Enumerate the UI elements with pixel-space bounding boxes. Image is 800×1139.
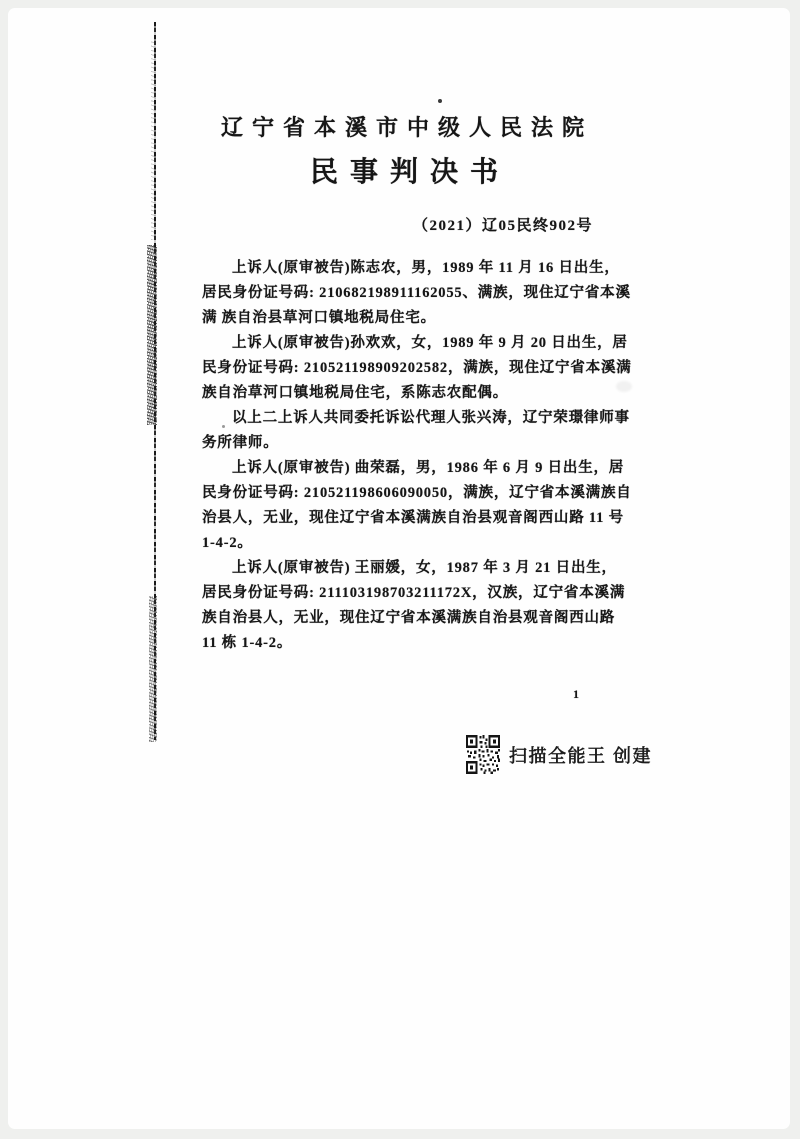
scan-noise-band-middle [147,245,157,425]
scanner-watermark [466,735,652,774]
court-name: 辽宁省本溪市中级人民法院 [220,115,593,140]
judgment-body [202,256,632,656]
body-line: 居民身份证号码: 210682198911162055、满族，现住辽宁省本溪 [202,285,631,301]
body-line: 民身份证号码: 210521198909202582，满族，现住辽宁省本溪满 [202,360,632,376]
body-line: 族自治草河口镇地税局住宅，系陈志农配偶。 [202,385,508,401]
scanner-label: 扫描全能王 创建 [509,745,653,766]
body-line: 治县人，无业，现住辽宁省本溪满族自治县观音阁西山路 11 号 [202,510,624,526]
case-number: （2021）辽05民终902号 [412,218,593,234]
body-line: 族自治县人，无业，现住辽宁省本溪满族自治县观音阁西山路 [202,610,616,626]
body-line: 上诉人(原审被告)孙欢欢，女，1989 年 9 月 20 日出生，居 [232,335,628,351]
document-type-title: 民事判决书 [309,157,510,188]
scan-smudge [616,381,632,392]
scan-noise-band-top [151,40,156,240]
body-line: 上诉人(原审被告) 曲荣磊，男，1986 年 6 月 9 日出生，居 [232,460,625,476]
qr-code-icon [466,735,500,774]
body-line: 居民身份证号码: 211103198703211172X，汉族，辽宁省本溪满 [202,585,626,601]
body-line: 以上二上诉人共同委托诉讼代理人张兴涛，辽宁荣璟律师事 [232,410,630,426]
body-line: 1-4-2。 [202,535,253,551]
body-line: 务所律师。 [202,435,279,451]
scan-noise-band-bottom [149,596,157,742]
body-line: 上诉人(原审被告)陈志农，男，1989 年 11 月 16 日出生， [232,260,620,276]
body-line: 上诉人(原审被告) 王丽媛，女，1987 年 3 月 21 日出生， [232,560,617,576]
body-line: 民身份证号码: 210521198606090050，满族，辽宁省本溪满族自 [202,485,632,501]
body-line: 11 栋 1-4-2。 [202,635,293,651]
scan-speck [438,99,442,103]
page-number: 1 [573,687,579,701]
body-line: 满 族自治县草河口镇地税局住宅。 [202,310,436,326]
